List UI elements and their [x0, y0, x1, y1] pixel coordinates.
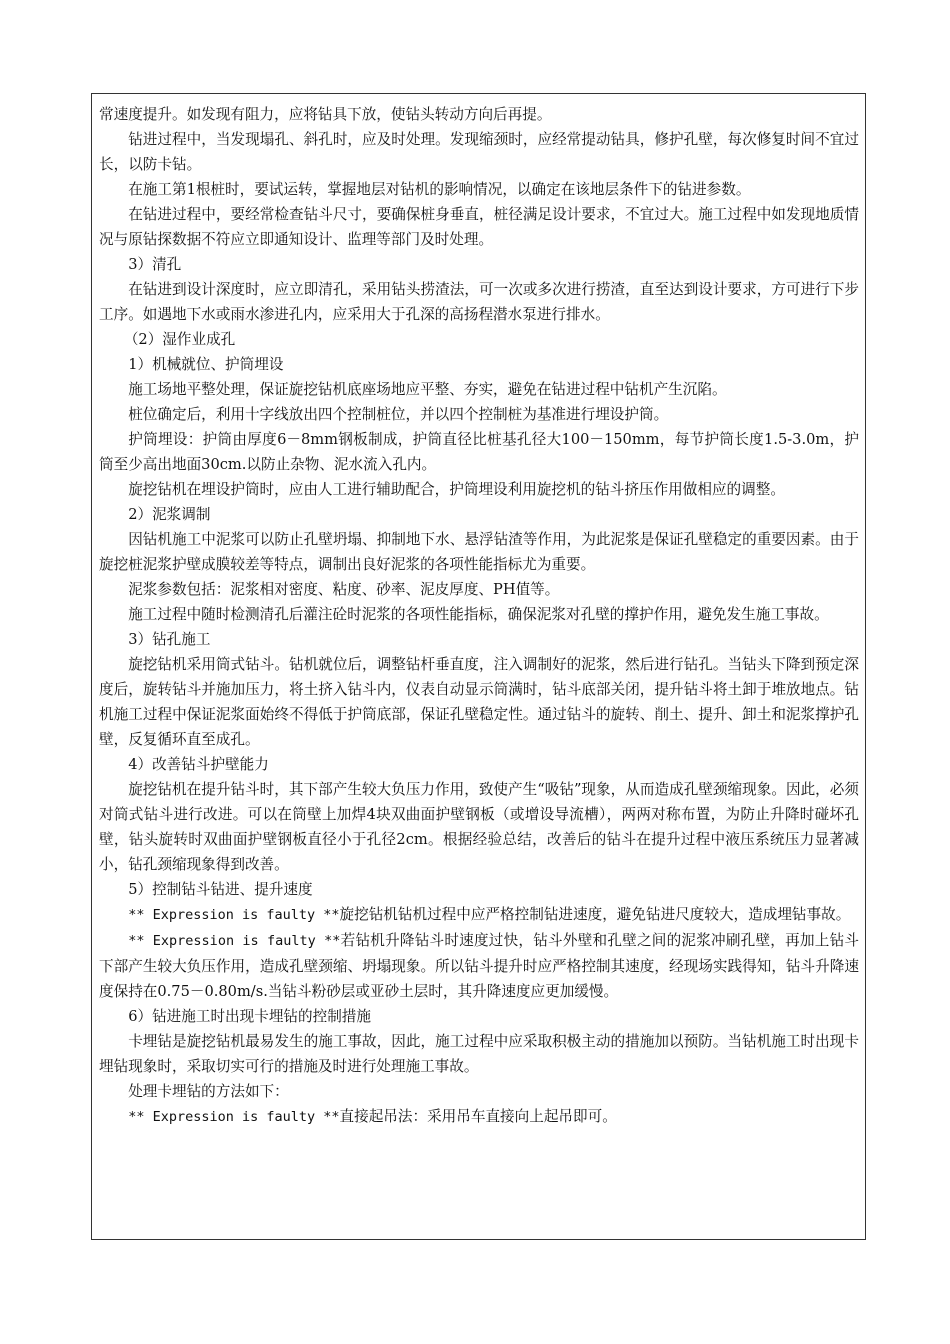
paragraph: 常速度提升。如发现有阻力，应将钻具下放，使钻头转动方向后再提。	[99, 106, 552, 123]
section-heading: 4）改善钻斗护壁能力	[128, 756, 269, 773]
document-frame	[91, 93, 866, 1240]
section-heading: 2）泥浆调制	[128, 506, 211, 523]
paragraph: 在钻进过程中，要经常检查钻斗尺寸，要确保桩身垂直，桩径满足设计要求，不宜过大。施工过程中如发现地质情况与原钻探数据不符应立即通知设计、监理等部门及时处理。	[99, 206, 859, 248]
section-heading: 1）机械就位、护筒埋设	[128, 356, 284, 373]
paragraph: 在施工第1根桩时，要试运转，掌握地层对钻机的影响情况，以确定在该地层条件下的钻进参数。	[128, 181, 751, 198]
paragraph: 因钻机施工中泥浆可以防止孔壁坍塌、抑制地下水、悬浮钻渣等作用，为此泥浆是保证孔壁稳定的重要因素。由于旋挖桩泥浆护壁成膜较差等特点，调制出良好泥浆的各项性能指标尤为重要。	[99, 531, 859, 573]
paragraph: 施工场地平整处理，保证旋挖钻机底座场地应平整、夯实，避免在钻进过程中钻机产生沉陷。	[128, 381, 727, 398]
paragraph-text: 旋挖钻机钻机过程中应严格控制钻进速度，避免钻进尺度较大，造成埋钻事故。	[339, 906, 851, 923]
paragraph	[99, 902, 859, 928]
paragraph: 护筒埋设：护筒由厚度6－8mm钢板制成，护筒直径比桩基孔径大100－150mm，每节护筒长度1.5-3.0m，护筒至少高出地面30cm.以防止杂物、泥水流入孔内。	[99, 431, 859, 473]
paragraph: 处理卡埋钻的方法如下：	[128, 1083, 289, 1100]
paragraph: 泥浆参数包括：泥浆相对密度、粘度、砂率、泥皮厚度、PH值等。	[128, 581, 560, 598]
section-heading: 3）钻孔施工	[128, 631, 211, 648]
paragraph: 旋挖钻机在埋设护筒时，应由人工进行辅助配合，护筒埋设利用旋挖机的钻斗挤压作用做相应的调整。	[128, 481, 785, 498]
paragraph: 施工过程中随时检测清孔后灌注砼时泥浆的各项性能指标，确保泥浆对孔壁的撑护作用，避免发生施工事故。	[128, 606, 829, 623]
subsection-heading: （2）湿作业成孔	[123, 331, 236, 348]
paragraph	[99, 1104, 859, 1130]
paragraph: 在钻进到设计深度时，应立即清孔，采用钻头捞渣法，可一次或多次进行捞渣，直至达到设计要求，方可进行下步工序。如遇地下水或雨水渗进孔内，应采用大于孔深的高扬程潜水泵进行排水。	[99, 281, 859, 323]
paragraph: 钻进过程中，当发现塌孔、斜孔时，应及时处理。发现缩颈时，应经常提动钻具，修护孔壁，每次修复时间不宜过长，以防卡钻。	[99, 131, 859, 173]
paragraph-text: 直接起吊法：采用吊车直接向上起吊即可。	[339, 1108, 617, 1125]
section-heading: 5）控制钻斗钻进、提升速度	[128, 881, 313, 898]
paragraph: 桩位确定后，利用十字线放出四个控制桩位，并以四个控制桩为基准进行埋设护筒。	[128, 406, 669, 423]
paragraph-text: 若钻机升降钻斗时速度过快，钻斗外壁和孔壁之间的泥浆冲刷孔壁，再加上钻斗下部产生较大负压作用，造成孔壁颈缩、坍塌现象。所以钻斗提升时应严格控制其速度，经现场实践得知，钻斗升降速度保持在0.75－0.80m/s.当钻斗粉砂层或亚砂土层时，其升降速度应更加缓慢。	[99, 932, 859, 1000]
section-heading: 6）钻进施工时出现卡埋钻的控制措施	[128, 1008, 371, 1025]
paragraph: 卡埋钻是旋挖钻机最易发生的施工事故，因此，施工过程中应采取积极主动的措施加以预防。当钻机施工时出现卡埋钻现象时，采取切实可行的措施及时进行处理施工事故。	[99, 1033, 859, 1075]
document-body	[99, 102, 859, 1130]
paragraph: 旋挖钻机采用筒式钻斗。钻机就位后，调整钻杆垂直度，注入调制好的泥浆，然后进行钻孔。当钻头下降到预定深度后，旋转钻斗并施加压力，将土挤入钻斗内，仪表自动显示筒满时，钻斗底部关闭，提升钻斗将土卸于堆放地点。钻机施工过程中保证泥浆面始终不得低于护筒底部，保证孔壁稳定性。通过钻斗的旋转、削土、提升、卸土和泥浆撑护孔壁，反复循环直至成孔。	[99, 656, 859, 748]
paragraph	[99, 928, 859, 1004]
paragraph: 旋挖钻机在提升钻斗时，其下部产生较大负压力作用，致使产生“吸钻”现象，从而造成孔壁颈缩现象。因此，必须对筒式钻斗进行改进。可以在筒壁上加焊4块双曲面护壁钢板（或增设导流槽），两两对称布置，为防止升降时碰坏孔壁，钻头旋转时双曲面护壁钢板直径小于孔径2cm。根据经验总结，改善后的钻斗在提升过程中液压系统压力显著减小，钻孔颈缩现象得到改善。	[99, 781, 859, 873]
section-heading: 3）清孔	[128, 256, 182, 273]
field-error-text: ** Expression is faulty **	[128, 907, 340, 923]
field-error-text: ** Expression is faulty **	[128, 1109, 340, 1125]
field-error-text: ** Expression is faulty **	[128, 933, 341, 949]
